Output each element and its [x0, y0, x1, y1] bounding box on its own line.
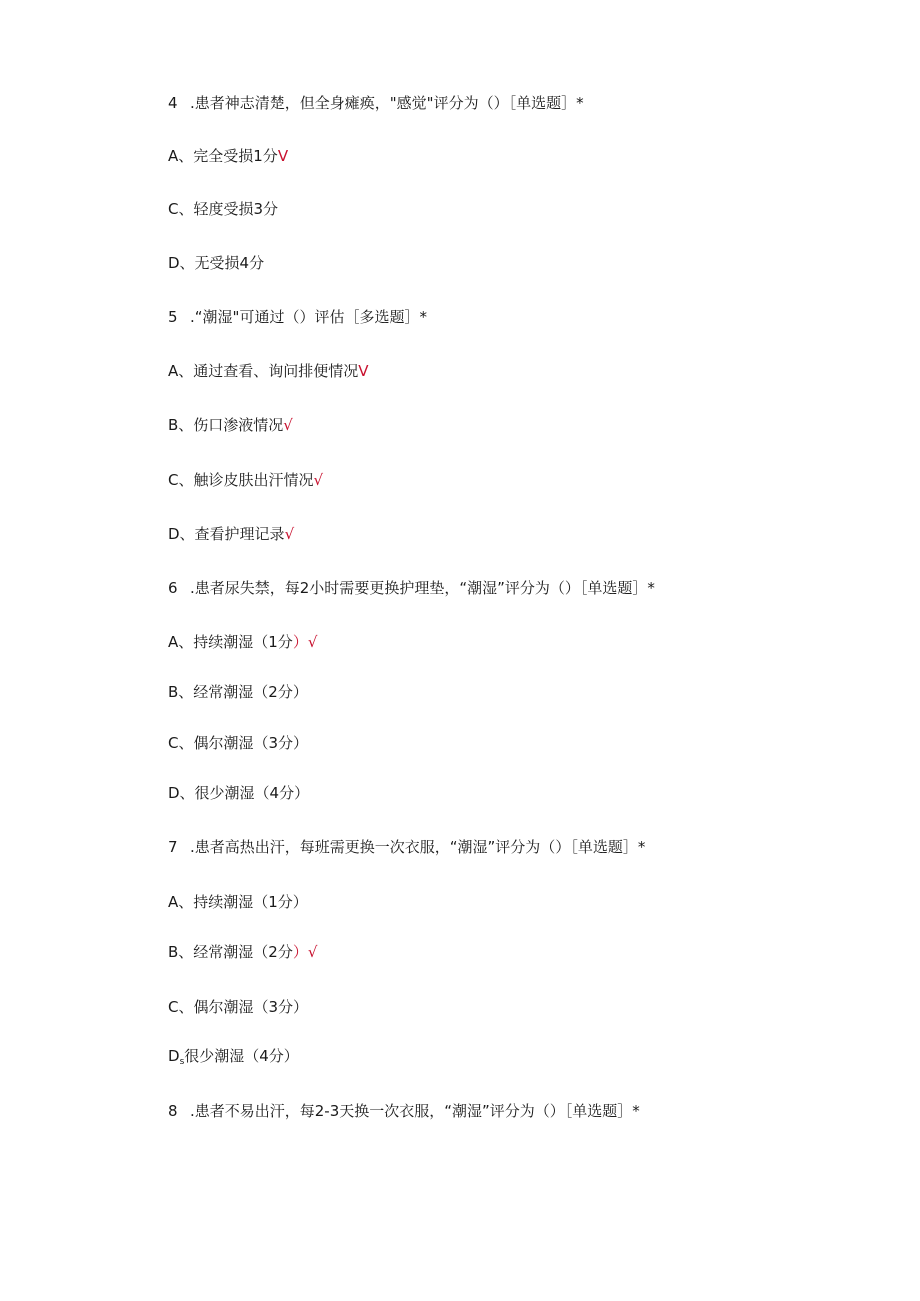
- option-label: B、伤口渗液情况: [168, 416, 284, 434]
- option-label: D、查看护理记录: [168, 525, 285, 543]
- option-7d[interactable]: [168, 1046, 299, 1072]
- question-number: 6: [168, 579, 178, 597]
- question-text: .“潮湿"可通过（）评估［多选题］*: [190, 308, 427, 326]
- question-8: [168, 1101, 640, 1121]
- option-6d[interactable]: [168, 783, 309, 803]
- question-7: [168, 837, 645, 857]
- option-label: A、通过查看、询问排便情况: [168, 362, 359, 380]
- option-6a[interactable]: [168, 632, 317, 652]
- option-label: C、偶尔潮湿（3分）: [168, 998, 309, 1016]
- question-4: [168, 93, 584, 113]
- question-number: 4: [168, 94, 178, 112]
- check-mark-icon: √: [313, 471, 324, 489]
- check-mark-icon: V: [358, 362, 369, 380]
- question-text: .患者高热出汗，每班需更换一次衣服，“潮湿”评分为（）［单选题］*: [190, 838, 646, 856]
- option-label: D、无受损4分: [168, 254, 265, 272]
- option-7b[interactable]: [168, 942, 317, 962]
- question-number: 5: [168, 308, 178, 326]
- option-label: A、持续潮湿（1分）: [168, 893, 308, 911]
- option-7a[interactable]: [168, 892, 308, 912]
- question-text: .患者不易出汗，每2-3天换一次衣服，“潮湿”评分为（）［单选题］*: [190, 1102, 640, 1120]
- option-5b[interactable]: [168, 415, 293, 435]
- option-4d[interactable]: [168, 253, 264, 273]
- question-5: [168, 307, 427, 327]
- question-number: 7: [168, 838, 178, 856]
- option-4c[interactable]: [168, 199, 278, 219]
- question-text: .患者尿失禁，每2小时需要更换护理垫，“潮湿”评分为（）［单选题］*: [190, 579, 655, 597]
- option-label: B、经常潮湿（2分）: [168, 683, 308, 701]
- option-7c[interactable]: [168, 997, 308, 1017]
- option-5d[interactable]: [168, 524, 294, 544]
- option-label: A、完全受损1分: [168, 147, 278, 165]
- option-6b[interactable]: [168, 682, 308, 702]
- option-label: C、轻度受损3分: [168, 200, 279, 218]
- check-mark-icon: √: [283, 416, 293, 434]
- option-4a[interactable]: [168, 146, 288, 166]
- question-number: 8: [168, 1102, 178, 1120]
- option-5c[interactable]: [168, 470, 323, 490]
- check-mark-icon: ）√: [292, 943, 318, 961]
- option-prefix: D: [168, 1047, 180, 1065]
- check-mark-icon: ）√: [292, 633, 318, 651]
- option-5a[interactable]: [168, 361, 369, 381]
- option-label: B、经常潮湿（2分: [168, 943, 293, 961]
- option-label: C、偶尔潮湿（3分）: [168, 734, 309, 752]
- option-subscript: s: [179, 1057, 185, 1067]
- option-label: D、很少潮湿（4分）: [168, 784, 310, 802]
- question-text: .患者神志清楚，但全身瘫痪，"感觉"评分为（）［单选题］*: [190, 94, 584, 112]
- check-mark-icon: √: [284, 525, 295, 543]
- option-label: 很少潮湿（4分）: [184, 1047, 299, 1065]
- option-label: C、触诊皮肤出汗情况: [168, 471, 314, 489]
- check-mark-icon: V: [277, 147, 289, 165]
- option-label: A、持续潮湿（1分: [168, 633, 293, 651]
- question-6: [168, 578, 655, 598]
- option-6c[interactable]: [168, 733, 308, 753]
